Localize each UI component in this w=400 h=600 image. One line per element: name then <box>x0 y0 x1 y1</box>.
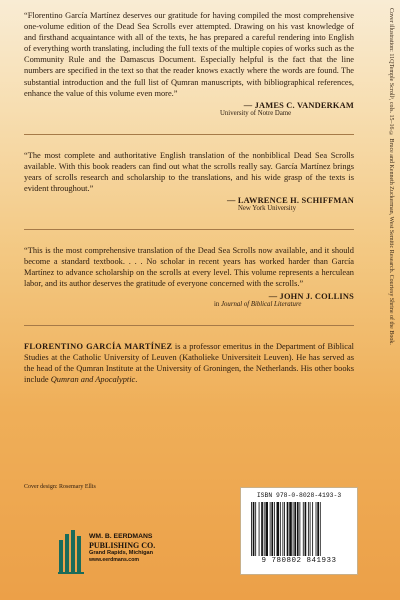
cover-design-credit: Cover design: Rosemary Ellis <box>24 484 96 490</box>
barcode-bar <box>264 502 265 556</box>
barcode-bar <box>284 502 285 556</box>
barcode-bar <box>294 502 296 556</box>
bio-text-2: . <box>135 374 138 384</box>
barcode-bar <box>287 502 289 556</box>
bio-text-1: is a professor emeritus in the Department of Biblical Studies at the Catholic University of Leuven (Katholieke Universiteit Leuven). He has served as the head of the Qumran Institute at the University of Groningen, the Netherlands. His other books include <box>24 341 354 384</box>
publisher-imprint <box>89 533 155 564</box>
journal-title: Journal of Biblical Literature <box>221 300 302 308</box>
barcode-bar <box>265 502 268 556</box>
divider <box>24 325 354 326</box>
ean-number: 9 780802 841933 <box>261 557 337 565</box>
endorsement-quote-3: “This is the most comprehensive translation of the Dead Sea Scrolls now available, and it should become a standard textbook. . . . No scholar in recent years has worked harder than García Martínez to advance scholarship on the scrolls at every level. This volume represents a herculean labor, and its author deserves the gratitude of everyone concerned with the scrolls.” <box>24 246 354 289</box>
barcode-bar <box>310 502 311 556</box>
author-name: FLORENTINO GARCÍA MARTÍNEZ <box>24 341 173 351</box>
barcode-bar <box>270 502 271 556</box>
institution-prefix: in <box>214 300 221 308</box>
divider <box>24 134 354 135</box>
publisher-name-line1: WM. B. EERDMANS <box>89 533 153 540</box>
endorsement-quote-2: “The most complete and authoritative English translation of the nonbiblical Dead Sea Scrolls available. With this book readers can find out what the scrolls really say. García Martínez brings years of scrolls research and scholarship to the translations, and his wide grasp of the texts is evident throughout.” <box>24 150 354 194</box>
barcode-bar <box>308 502 309 556</box>
barcode-bar <box>274 502 275 556</box>
barcode-bar <box>316 502 317 556</box>
barcode-bar <box>297 502 299 556</box>
cover-illustration-credit: Cover illustration: 11QTemple Scrollᵃ, cols. 15–16 © Bruce and Kenneth Zuckerman, West Semitic Research. Courtesy Shrine of the Book. <box>388 8 394 345</box>
barcode-bar <box>293 502 294 556</box>
back-cover-text <box>24 10 354 385</box>
barcode-bar <box>280 502 281 556</box>
barcode-bar <box>282 502 283 556</box>
publisher-url: www.eerdmans.com <box>89 557 139 563</box>
author-bio <box>24 341 354 385</box>
barcode-bar <box>289 502 292 556</box>
bio-book-title: Qumran and Apocalyptic <box>50 374 136 384</box>
publisher-logo-icon <box>58 530 84 574</box>
barcode-bar <box>259 502 260 556</box>
barcode-bar <box>312 502 313 556</box>
barcode-icon <box>249 502 349 556</box>
publisher-city: Grand Rapids, Michigan <box>89 550 154 556</box>
barcode-bar <box>271 502 273 556</box>
endorsement-author-2: — LAWRENCE H. SCHIFFMAN <box>227 196 354 206</box>
divider <box>24 229 354 230</box>
endorsement-author-3: — JOHN J. COLLINS <box>268 291 354 301</box>
endorsement-author-1: — JAMES C. VANDERKAM <box>243 100 354 110</box>
isbn-number: ISBN 978-0-8028-4193-3 <box>256 492 342 499</box>
endorsement-quote-1: “Florentino García Martínez deserves our gratitude for having compiled the most comprehensive one-volume edition of the Dead Sea Scrolls ever attempted. Drawing on his vast knowledge of and firsthand acquaintance with all of the texts, he has prepared a careful rendering into English of everything worth translating, including the full texts of the multiple copies of works such as the Community Rule and the Damascus Document. Especially helpful is the fact that the line numbers are specified in the text so that the reader knows exactly where the words are found. The substantial introduction and the full list of Qumran manuscripts, with bibliographical references, enhance the value of this volume even more.” <box>24 11 354 98</box>
isbn-barcode <box>240 487 358 575</box>
endorsement-institution-2: New York University <box>238 205 296 213</box>
barcode-bar <box>255 502 256 556</box>
barcode-bar <box>305 502 307 556</box>
barcode-bar <box>303 502 304 556</box>
publisher-name-line2: PUBLISHING CO. <box>89 541 156 550</box>
barcode-bar <box>277 502 280 556</box>
endorsement-institution-3 <box>214 301 354 308</box>
barcode-bar <box>299 502 300 556</box>
barcode-bar <box>261 502 263 556</box>
barcode-bar <box>251 502 252 556</box>
endorsement-institution-1: University of Notre Dame <box>220 109 292 117</box>
barcode-bar <box>253 502 255 556</box>
barcode-bar <box>320 502 321 556</box>
barcode-bar <box>317 502 319 556</box>
